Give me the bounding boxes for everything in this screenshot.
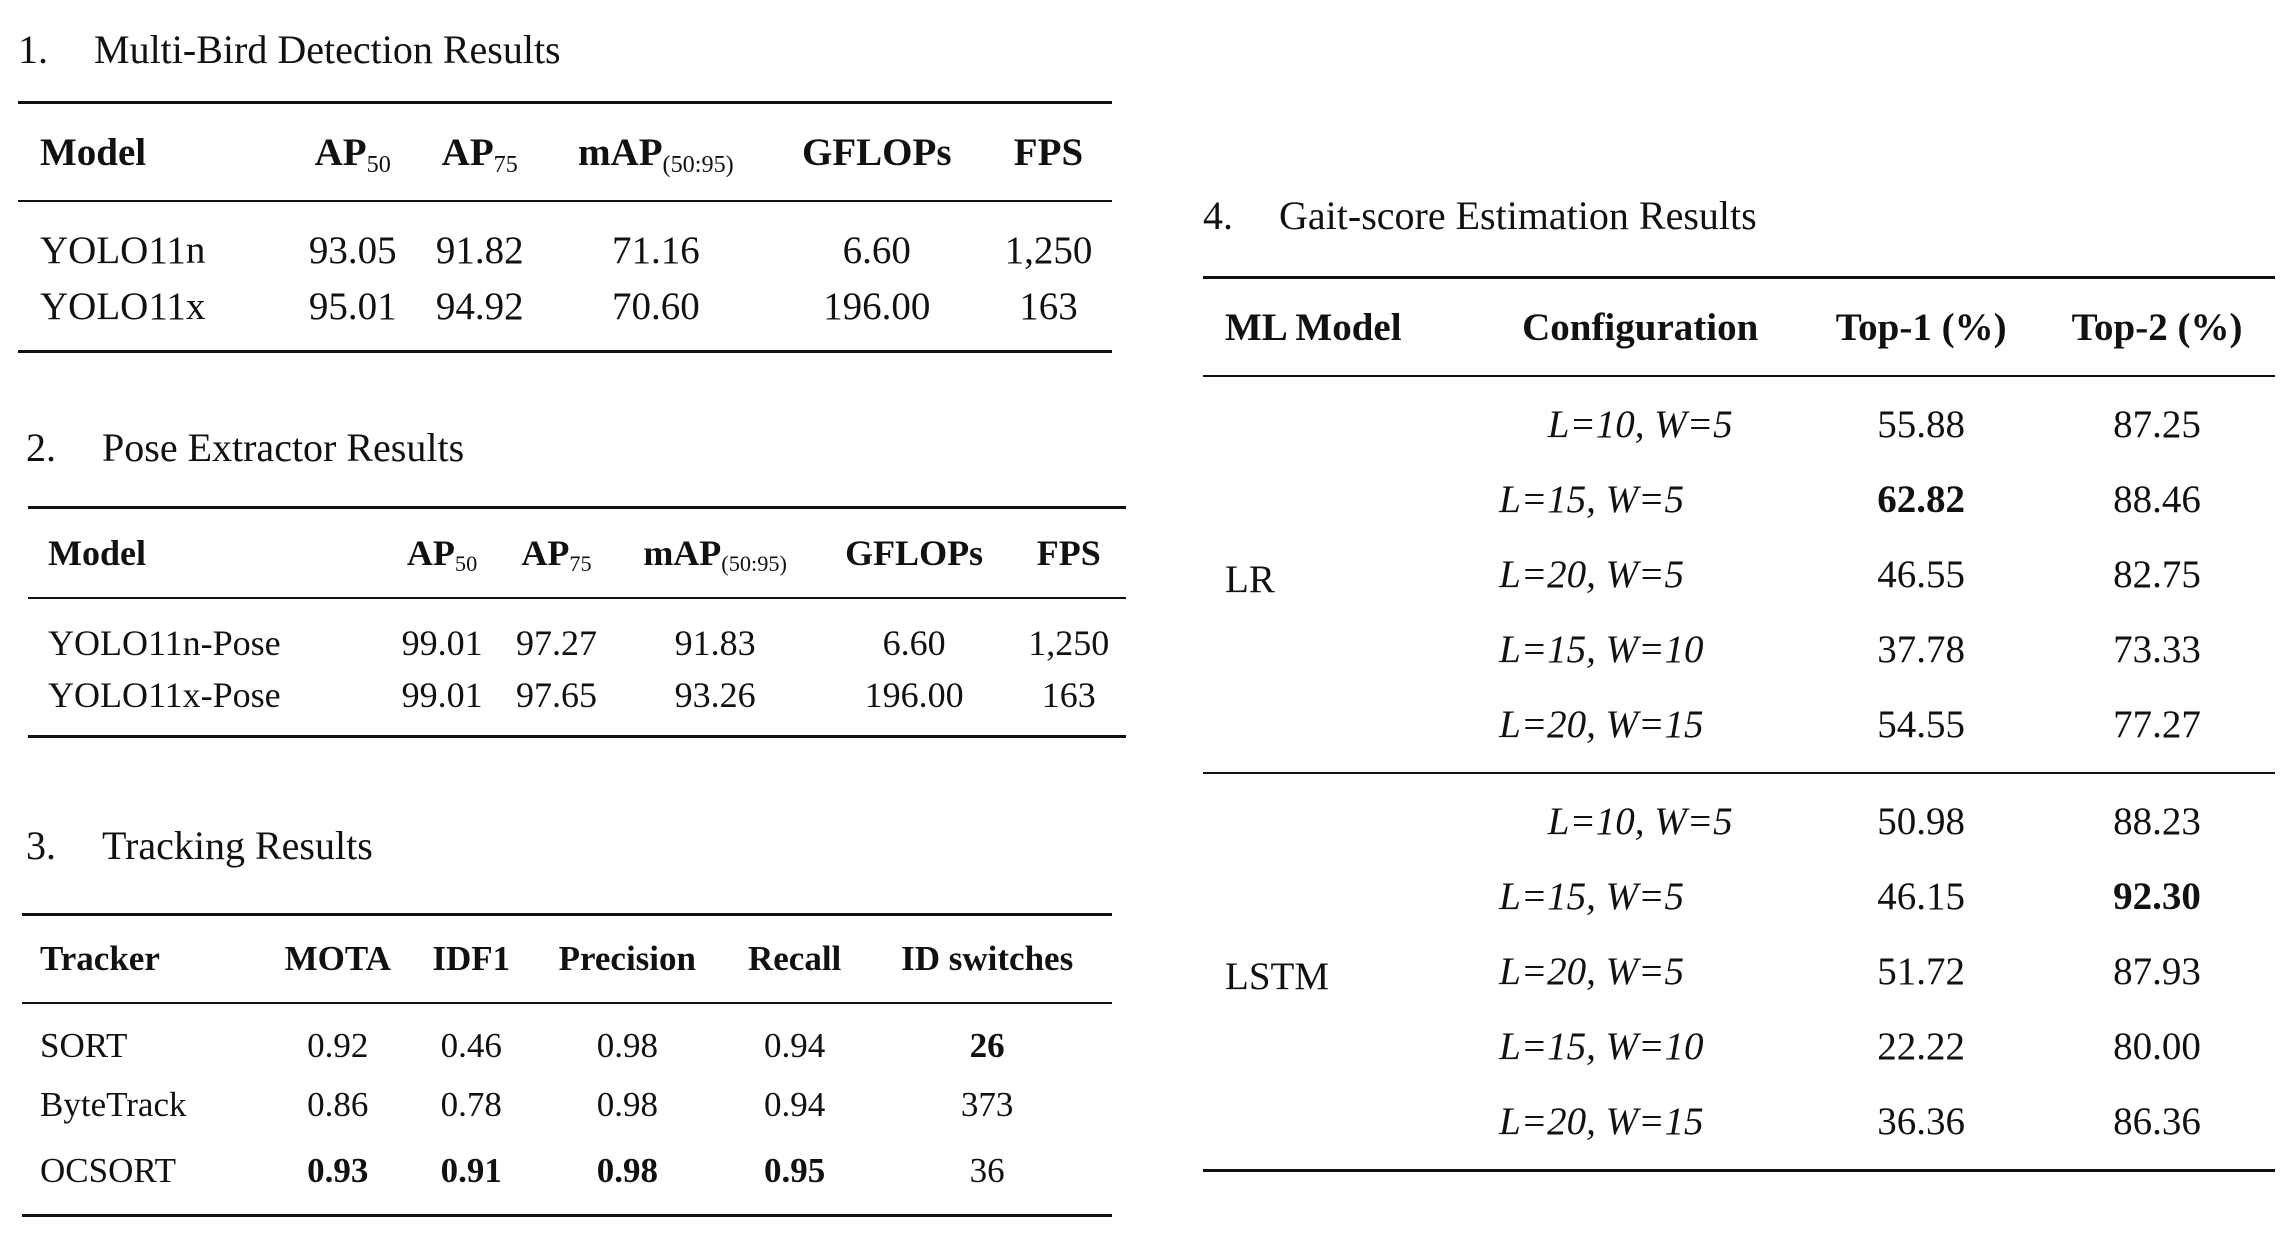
col-model: Model xyxy=(18,103,289,202)
cell: 87.25 xyxy=(2113,403,2201,446)
col-ap75-sub: 75 xyxy=(569,551,592,577)
detection-title-text: Multi-Bird Detection Results xyxy=(94,27,561,72)
cell: 51.72 xyxy=(1877,950,1966,993)
cell: 373 xyxy=(960,1085,1014,1124)
config-cell: L=15, W=10 xyxy=(1499,628,1704,671)
cell: 0.98 xyxy=(596,1085,658,1124)
col-id-switches: ID switches xyxy=(862,915,1112,1004)
col-ap50-sub: 50 xyxy=(366,150,391,178)
cell: ByteTrack xyxy=(40,1085,187,1124)
cell: 99.01 xyxy=(401,623,483,663)
cell: 87.93 xyxy=(2113,950,2201,993)
table-row xyxy=(18,201,1112,278)
col-gflops: GFLOPs xyxy=(817,508,1012,599)
cell: 0.46 xyxy=(440,1026,502,1065)
config-cell: L=15, W=5 xyxy=(1499,875,1684,918)
cell: 196.00 xyxy=(864,675,964,715)
col-ml-model: ML Model xyxy=(1203,278,1477,377)
col-ap75-label: AP xyxy=(441,130,494,174)
col-recall: Recall xyxy=(727,915,862,1004)
cell: 6.60 xyxy=(842,228,911,272)
cell: 0.95 xyxy=(764,1151,826,1190)
table-header-row xyxy=(18,103,1112,202)
table-header-row xyxy=(1203,278,2275,377)
cell: 0.98 xyxy=(596,1151,658,1190)
cell: 0.94 xyxy=(764,1085,826,1124)
cell: 77.27 xyxy=(2113,703,2201,746)
cell: 91.82 xyxy=(435,228,524,272)
cell: 54.55 xyxy=(1877,703,1966,746)
gait-title-text: Gait-score Estimation Results xyxy=(1279,193,1757,238)
col-map xyxy=(543,103,768,202)
cell: OCSORT xyxy=(40,1151,176,1190)
config-cell: L=20, W=15 xyxy=(1499,1100,1704,1143)
cell: 26 xyxy=(969,1026,1005,1065)
col-map-label: mAP xyxy=(578,130,663,174)
table-row xyxy=(28,669,1126,737)
cell: 0.78 xyxy=(440,1085,502,1124)
col-ap75 xyxy=(499,508,613,599)
cell: 71.16 xyxy=(612,228,700,272)
cell: 0.91 xyxy=(440,1151,502,1190)
col-idf1: IDF1 xyxy=(415,915,528,1004)
cell: 94.92 xyxy=(435,284,524,328)
col-gflops: GFLOPs xyxy=(769,103,985,202)
cell: 70.60 xyxy=(612,284,700,328)
tracking-table xyxy=(22,913,1112,1217)
table-row xyxy=(22,1138,1112,1216)
col-ap75-label: AP xyxy=(521,533,570,573)
cell: YOLO11n-Pose xyxy=(48,623,281,663)
config-cell: L=10, W=5 xyxy=(1477,773,1803,859)
cell: 0.86 xyxy=(307,1085,369,1124)
cell: 196.00 xyxy=(823,284,931,328)
table-row xyxy=(28,598,1126,669)
cell: 95.01 xyxy=(308,284,397,328)
col-fps: FPS xyxy=(1012,508,1126,599)
detection-number: 1. xyxy=(18,27,48,72)
model-cell-lstm: LSTM xyxy=(1203,773,1477,1171)
cell: 50.98 xyxy=(1803,773,2039,859)
cell: 37.78 xyxy=(1877,628,1966,671)
config-cell: L=20, W=5 xyxy=(1499,553,1684,596)
pose-title xyxy=(26,424,464,471)
cell: 91.83 xyxy=(674,623,756,663)
cell: 1,250 xyxy=(1028,623,1110,663)
table-row xyxy=(18,278,1112,352)
cell: 86.36 xyxy=(2113,1100,2201,1143)
pose-title-text: Pose Extractor Results xyxy=(102,425,465,470)
col-top2: Top-2 (%) xyxy=(2039,278,2275,377)
tracking-title-text: Tracking Results xyxy=(102,823,373,868)
gait-number: 4. xyxy=(1203,193,1233,238)
col-map-sub: (50:95) xyxy=(662,150,734,178)
cell: 88.46 xyxy=(2113,478,2201,521)
col-map-sub: (50:95) xyxy=(721,551,787,577)
col-precision: Precision xyxy=(528,915,727,1004)
gait-title xyxy=(1203,192,1757,239)
col-ap75-sub: 75 xyxy=(493,150,518,178)
pose-table xyxy=(28,506,1126,738)
col-fps: FPS xyxy=(985,103,1112,202)
config-cell: L=15, W=5 xyxy=(1499,478,1684,521)
pose-number: 2. xyxy=(26,425,56,470)
col-ap50-label: AP xyxy=(314,130,367,174)
table-row xyxy=(22,1003,1112,1072)
gait-table xyxy=(1203,276,2275,1172)
col-ap50-sub: 50 xyxy=(454,551,478,577)
cell: 163 xyxy=(1019,284,1078,328)
table-row xyxy=(1203,773,2275,859)
cell: 82.75 xyxy=(2113,553,2201,596)
cell: 46.15 xyxy=(1877,875,1966,918)
model-cell-lr: LR xyxy=(1225,558,1275,601)
cell: 36.36 xyxy=(1877,1100,1966,1143)
col-map-label: mAP xyxy=(643,533,722,573)
cell: 0.92 xyxy=(307,1026,369,1065)
cell: 1,250 xyxy=(1004,228,1093,272)
col-configuration: Configuration xyxy=(1477,278,1803,377)
table-header-row xyxy=(22,915,1112,1004)
table-row xyxy=(1203,376,2275,462)
config-cell: L=20, W=5 xyxy=(1499,950,1684,993)
col-model: Model xyxy=(28,508,385,599)
cell: 163 xyxy=(1041,675,1096,715)
cell: 97.27 xyxy=(515,623,597,663)
col-ap75 xyxy=(416,103,543,202)
col-tracker: Tracker xyxy=(22,915,261,1004)
cell: 88.23 xyxy=(2039,773,2275,859)
cell: 92.30 xyxy=(2113,875,2201,918)
col-ap50 xyxy=(289,103,416,202)
cell: 62.82 xyxy=(1877,478,1966,521)
config-cell: L=15, W=10 xyxy=(1499,1025,1704,1068)
table-row xyxy=(22,1072,1112,1138)
cell: 93.05 xyxy=(308,228,397,272)
config-cell: L=20, W=15 xyxy=(1499,703,1704,746)
cell: 80.00 xyxy=(2113,1025,2201,1068)
cell: 0.98 xyxy=(596,1026,658,1065)
tracking-number: 3. xyxy=(26,823,56,868)
col-ap50-label: AP xyxy=(406,533,455,573)
cell: 22.22 xyxy=(1877,1025,1966,1068)
cell: YOLO11n xyxy=(40,228,206,272)
cell: 36 xyxy=(969,1151,1005,1190)
col-top1: Top-1 (%) xyxy=(1803,278,2039,377)
col-ap50 xyxy=(385,508,499,599)
cell: 97.65 xyxy=(515,675,597,715)
cell: 55.88 xyxy=(1877,403,1966,446)
cell: 0.94 xyxy=(764,1026,826,1065)
cell: SORT xyxy=(40,1026,128,1065)
detection-table xyxy=(18,101,1112,353)
tracking-title xyxy=(26,822,373,869)
cell: 73.33 xyxy=(2113,628,2201,671)
cell: 6.60 xyxy=(882,623,946,663)
cell: YOLO11x xyxy=(40,284,206,328)
col-mota: MOTA xyxy=(261,915,415,1004)
cell: 93.26 xyxy=(674,675,756,715)
cell: 99.01 xyxy=(401,675,483,715)
cell: YOLO11x-Pose xyxy=(48,675,281,715)
detection-title xyxy=(18,26,561,73)
config-cell: L=10, W=5 xyxy=(1547,403,1733,446)
cell: 46.55 xyxy=(1877,553,1966,596)
col-map xyxy=(614,508,817,599)
table-header-row xyxy=(28,508,1126,599)
cell: 0.93 xyxy=(307,1151,369,1190)
